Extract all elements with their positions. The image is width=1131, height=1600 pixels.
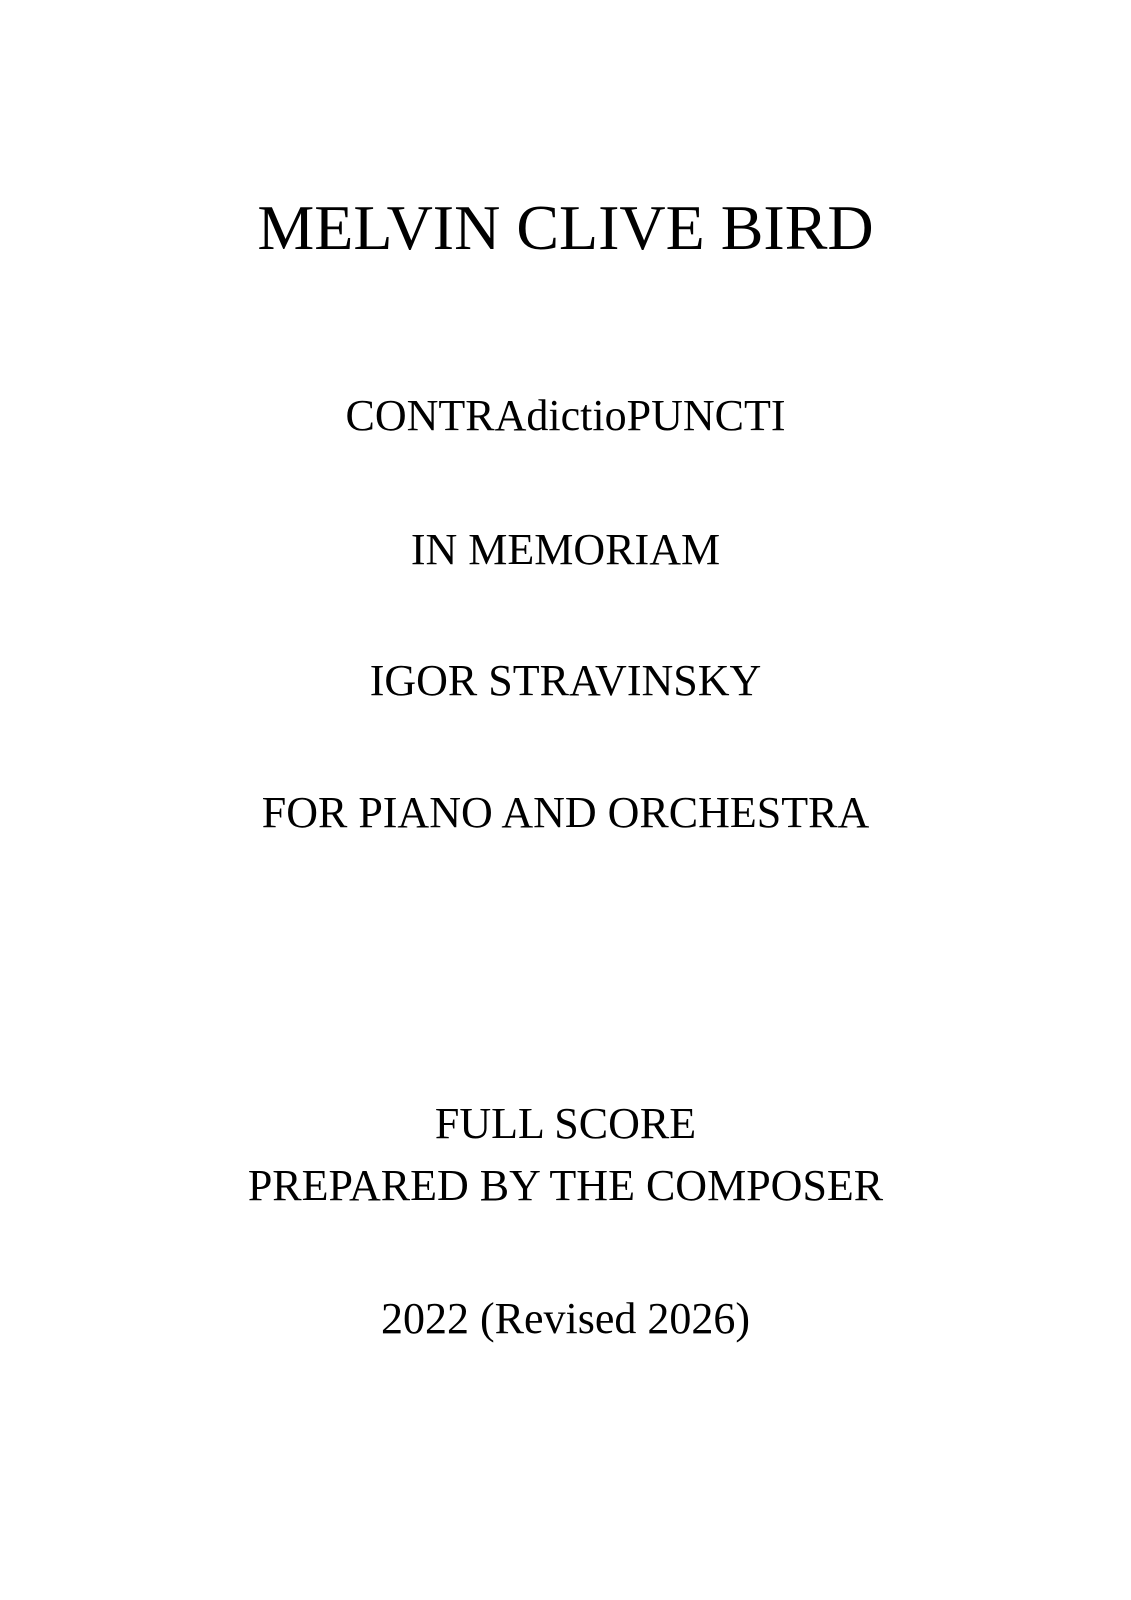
- edition-type: FULL SCORE: [434, 1099, 697, 1148]
- edition-credit: PREPARED BY THE COMPOSER: [247, 1161, 884, 1210]
- composer-name: MELVIN CLIVE BIRD: [257, 192, 874, 263]
- composition-date: 2022 (Revised 2026): [380, 1294, 751, 1343]
- instrumentation: FOR PIANO AND ORCHESTRA: [261, 788, 870, 837]
- dedicatee-name: IGOR STRAVINSKY: [369, 656, 762, 705]
- work-title: CONTRAdictioPUNCTI: [345, 391, 786, 440]
- dedication-line: IN MEMORIAM: [410, 525, 721, 574]
